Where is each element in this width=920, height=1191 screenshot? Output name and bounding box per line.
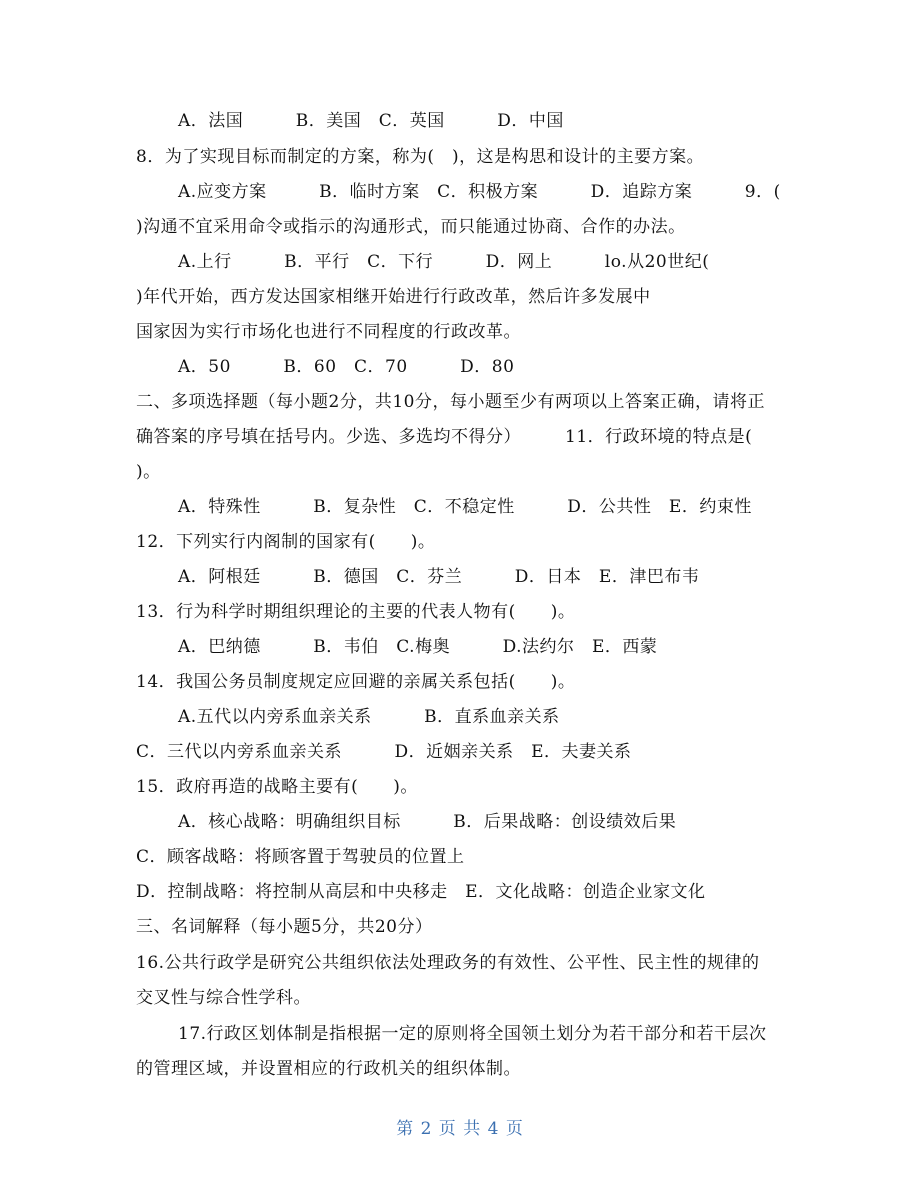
q14-options-line1: A.五代以内旁系血亲关系 B．直系血亲关系 <box>178 707 560 727</box>
q16-answer-line1: 16.公共行政学是研究公共组织依法处理政务的有效性、公平性、民主性的规律的 <box>136 953 760 973</box>
page-number-footer: 第 2 页 共 4 页 <box>396 1119 524 1139</box>
q9-question: )沟通不宜采用命令或指示的沟通形式，而只能通过协商、合作的办法。 <box>136 217 686 237</box>
section2-heading: 二、多项选择题（每小题2分，共10分，每小题至少有两项以上答案正确，请将正 <box>136 392 765 412</box>
q12-options: A．阿根廷 B．德国 C．芬兰 D．日本 E．津巴布韦 <box>178 567 700 587</box>
section3-heading: 三、名词解释（每小题5分，共20分） <box>136 917 433 937</box>
q10-options: A．50 B．60 C．70 D．80 <box>178 357 515 377</box>
q17-answer-line1: 17.行政区划体制是指根据一定的原则将全国领土划分为若干部分和若干层次 <box>178 1024 767 1044</box>
q13-question: 13．行为科学时期组织理论的主要的代表人物有( )。 <box>136 602 576 622</box>
section2-heading-cont: 确答案的序号填在括号内。少选、多选均不得分） 11．行政环境的特点是( <box>136 427 753 447</box>
q10-question-line1: )年代开始，西方发达国家相继开始进行行政改革，然后许多发展中 <box>136 287 651 307</box>
q15-options-line2: C．顾客战略：将顾客置于驾驶员的位置上 <box>136 847 465 867</box>
q8-options: A.应变方案 B．临时方案 C．积极方案 D．追踪方案 9．( <box>178 182 781 202</box>
q11-question-end: )。 <box>136 462 161 482</box>
q9-options: A.上行 B．平行 C．下行 D．网上 lo.从20世纪( <box>178 252 710 272</box>
q15-question: 15．政府再造的战略主要有( )。 <box>136 777 418 797</box>
q13-options: A．巴纳德 B．韦伯 C.梅奥 D.法约尔 E．西蒙 <box>178 637 658 657</box>
q15-options-line1: A．核心战略：明确组织目标 B．后果战略：创设绩效后果 <box>178 812 677 832</box>
q16-answer-line2: 交叉性与综合性学科。 <box>136 988 311 1008</box>
q14-question: 14．我国公务员制度规定应回避的亲属关系包括( )。 <box>136 672 576 692</box>
q10-question-line2: 国家因为实行市场化也进行不同程度的行政改革。 <box>136 322 521 342</box>
q14-options-line2: C．三代以内旁系血亲关系 D．近姻亲关系 E．夫妻关系 <box>136 742 632 762</box>
q15-options-line3: D．控制战略：将控制从高层和中央移走 E．文化战略：创造企业家文化 <box>136 882 706 902</box>
q11-options: A．特殊性 B．复杂性 C．不稳定性 D．公共性 E．约束性 <box>178 497 752 517</box>
q12-question: 12．下列实行内阁制的国家有( )。 <box>136 532 436 552</box>
q17-answer-line2: 的管理区域，并设置相应的行政机关的组织体制。 <box>136 1059 521 1079</box>
q7-options: A．法国 B．美国 C．英国 D．中国 <box>178 111 564 131</box>
q8-question: 8．为了实现目标而制定的方案，称为( )，这是构思和设计的主要方案。 <box>136 147 705 167</box>
